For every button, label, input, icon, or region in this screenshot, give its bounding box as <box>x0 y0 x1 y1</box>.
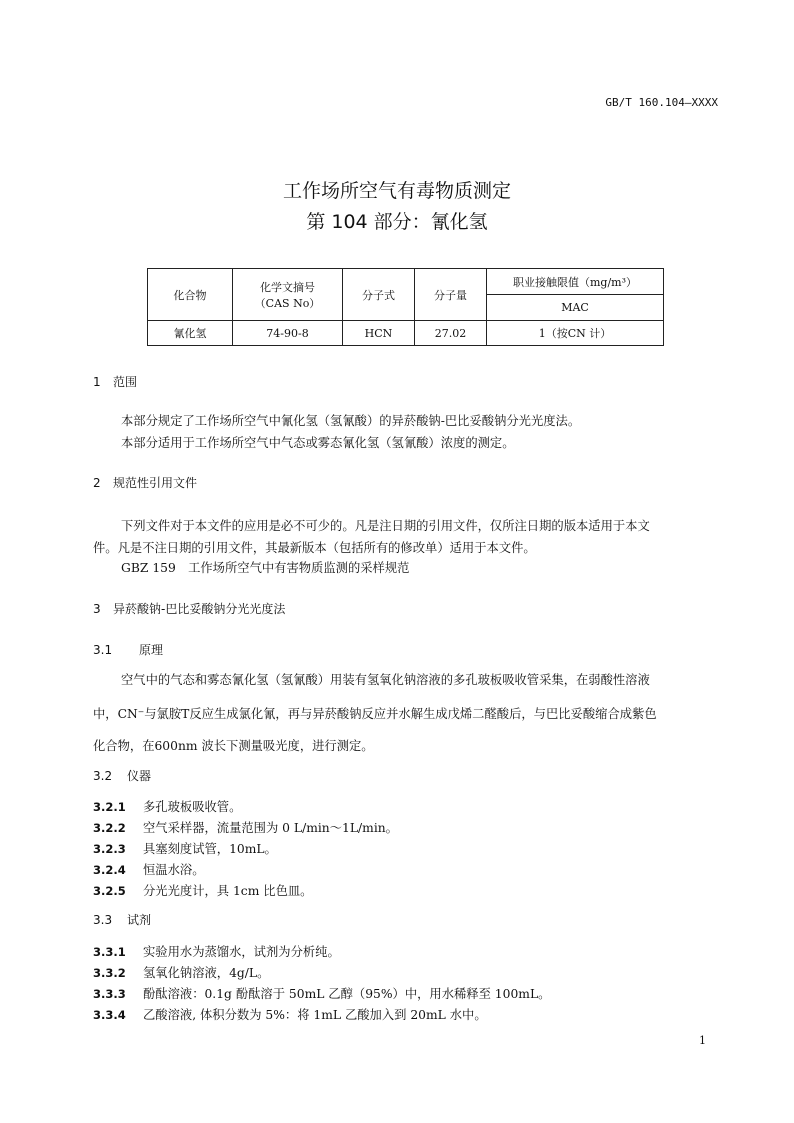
section-heading-3-3: 3.3 试剂 <box>93 913 152 927</box>
cell-cas: 74-90-8 <box>233 321 343 346</box>
list-item: 3.3.3 酚酞溶液：0.1g 酚酞溶于 50mL 乙醇（95%）中，用水稀释至 100mL。 <box>93 987 551 1001</box>
table-row <box>148 321 664 346</box>
paragraph: 化合物，在600nm 波长下测量吸光度，进行测定。 <box>93 739 374 753</box>
section-heading-3: 3 异菸酸钠-巴比妥酸钠分光光度法 <box>93 602 286 616</box>
list-item: 3.3.4 乙酸溶液, 体积分数为 5%：将 1mL 乙酸加入到 20mL 水中。 <box>93 1008 487 1022</box>
paragraph: 本部分规定了工作场所空气中氰化氢（氢氰酸）的异菸酸钠-巴比妥酸钠分光光度法。 <box>121 414 581 428</box>
section-heading-3-2: 3.2 仪器 <box>93 769 152 783</box>
header-cas-line2: （CAS No） <box>254 296 321 310</box>
standard-code: GB/T 160.104—XXXX <box>605 96 718 109</box>
header-cas-line1: 化学文摘号 <box>260 280 315 294</box>
list-item: 3.2.4 恒温水浴。 <box>93 863 205 877</box>
list-item: 3.2.3 具塞刻度试管，10mL。 <box>93 842 277 856</box>
paragraph: 中，CN⁻与氯胺T反应生成氯化氰，再与异菸酸钠反应并水解生成戊烯二醛酸后，与巴比妥酸缩合成紫色 <box>93 707 657 721</box>
document-subtitle: 第 104 部分：氰化氢 <box>306 211 488 233</box>
section-heading-2: 2 规范性引用文件 <box>93 476 198 490</box>
normative-reference: GBZ 159 工作场所空气中有害物质监测的采样规范 <box>121 561 410 575</box>
paragraph: 下列文件对于本文件的应用是必不可少的。凡是注日期的引用文件，仅所注日期的版本适用于本文 <box>121 519 650 533</box>
list-item: 3.3.2 氢氧化钠溶液，4g/L。 <box>93 966 270 980</box>
list-item: 3.2.1 多孔玻板吸收管。 <box>93 800 242 814</box>
page-number: 1 <box>699 1034 706 1047</box>
header-cas <box>233 269 343 321</box>
section-heading-1: 1 范围 <box>93 375 138 389</box>
cell-mac: 1（按CN 计） <box>487 321 664 346</box>
document-title: 工作场所空气有毒物质测定 <box>282 180 511 202</box>
section-heading-3-1: 3.1 原理 <box>93 643 164 657</box>
list-item: 3.2.2 空气采样器，流量范围为 0 L/min～1L/min。 <box>93 821 398 835</box>
list-item: 3.3.1 实验用水为蒸馏水，试剂为分析纯。 <box>93 945 340 959</box>
header-molecular-weight: 分子量 <box>415 269 487 321</box>
header-compound: 化合物 <box>148 269 233 321</box>
cell-formula: HCN <box>343 321 415 346</box>
header-mac: MAC <box>487 295 664 321</box>
list-item: 3.2.5 分光光度计，具 1cm 比色皿。 <box>93 884 313 898</box>
header-formula: 分子式 <box>343 269 415 321</box>
cell-molecular-weight: 27.02 <box>415 321 487 346</box>
cell-compound: 氰化氢 <box>148 321 233 346</box>
paragraph: 件。凡是不注日期的引用文件，其最新版本（包括所有的修改单）适用于本文件。 <box>93 541 536 555</box>
paragraph: 空气中的气态和雾态氰化氢（氢氰酸）用装有氢氧化钠溶液的多孔玻板吸收管采集，在弱酸性溶液 <box>121 673 650 687</box>
header-exposure-limit: 职业接触限值（mg/m³） <box>487 269 664 295</box>
paragraph: 本部分适用于工作场所空气中气态或雾态氰化氢（氢氰酸）浓度的测定。 <box>121 436 515 450</box>
compound-table <box>147 268 664 346</box>
